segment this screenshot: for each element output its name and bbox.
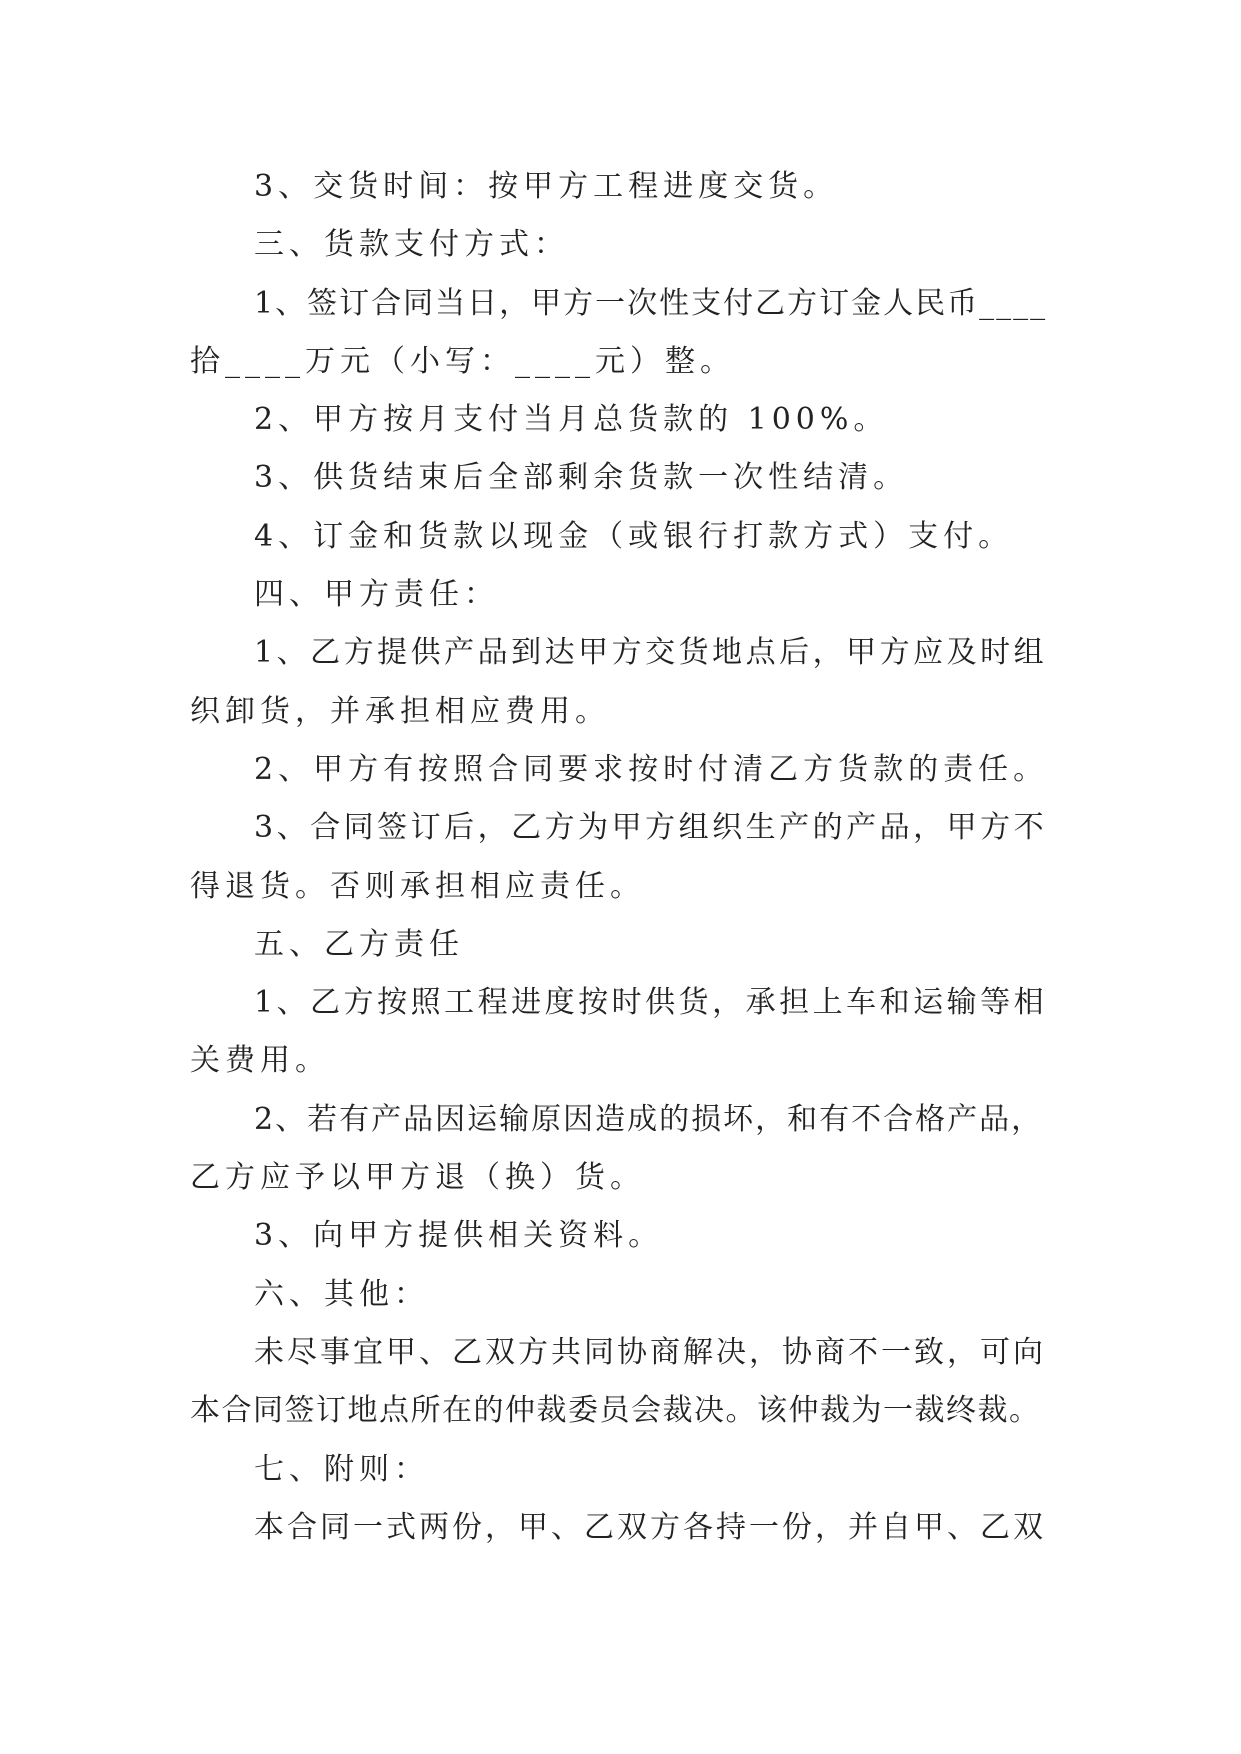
contract-text-line: 本合同签订地点所在的仲裁委员会裁决。该仲裁为一裁终裁。	[190, 1393, 1041, 1429]
contract-text-line: 四、甲方责任：	[254, 577, 499, 613]
contract-text-line: 3、向甲方提供相关资料。	[254, 1218, 664, 1254]
contract-text-line: 2、甲方有按照合同要求按时付清乙方货款的责任。	[254, 751, 1049, 787]
contract-text-line: 六、其他：	[254, 1276, 429, 1312]
contract-text-line: 关费用。	[190, 1043, 330, 1079]
contract-text-line: 2、甲方按月支付当月总货款的 100%。	[254, 402, 889, 438]
contract-text-line: 五、乙方责任	[254, 926, 464, 962]
contract-text-line: 1、乙方提供产品到达甲方交货地点后，甲方应及时组	[254, 635, 1048, 671]
contract-text-line: 4、订金和货款以现金（或银行打款方式）支付。	[254, 518, 1014, 554]
contract-text-line: 七、附则：	[254, 1451, 429, 1487]
contract-text-line: 3、合同签订后，乙方为甲方组织生产的产品，甲方不	[254, 810, 1048, 846]
contract-text-line: 1、签订合同当日，甲方一次性支付乙方订金人民币____	[254, 285, 1048, 321]
contract-text-line: 三、货款支付方式：	[254, 227, 569, 263]
contract-text-line: 未尽事宜甲、乙双方共同协商解决，协商不一致，可向	[254, 1334, 1046, 1370]
contract-text-line: 3、供货结束后全部剩余货款一次性结清。	[254, 460, 909, 496]
contract-body	[190, 158, 1050, 1557]
contract-text-line: 乙方应予以甲方退（换）货。	[190, 1160, 645, 1196]
contract-text-line: 2、若有产品因运输原因造成的损坏，和有不合格产品，	[254, 1101, 1044, 1137]
contract-text-line: 本合同一式两份，甲、乙双方各持一份，并自甲、乙双	[254, 1509, 1046, 1545]
contract-text-line: 1、乙方按照工程进度按时供货，承担上车和运输等相	[254, 985, 1048, 1021]
contract-text-line: 拾____万元（小写：____元）整。	[190, 343, 735, 379]
contract-text-line: 得退货。否则承担相应责任。	[190, 868, 645, 904]
contract-text-line: 3、交货时间：按甲方工程进度交货。	[254, 169, 839, 204]
contract-text-line: 织卸货，并承担相应费用。	[190, 693, 610, 729]
